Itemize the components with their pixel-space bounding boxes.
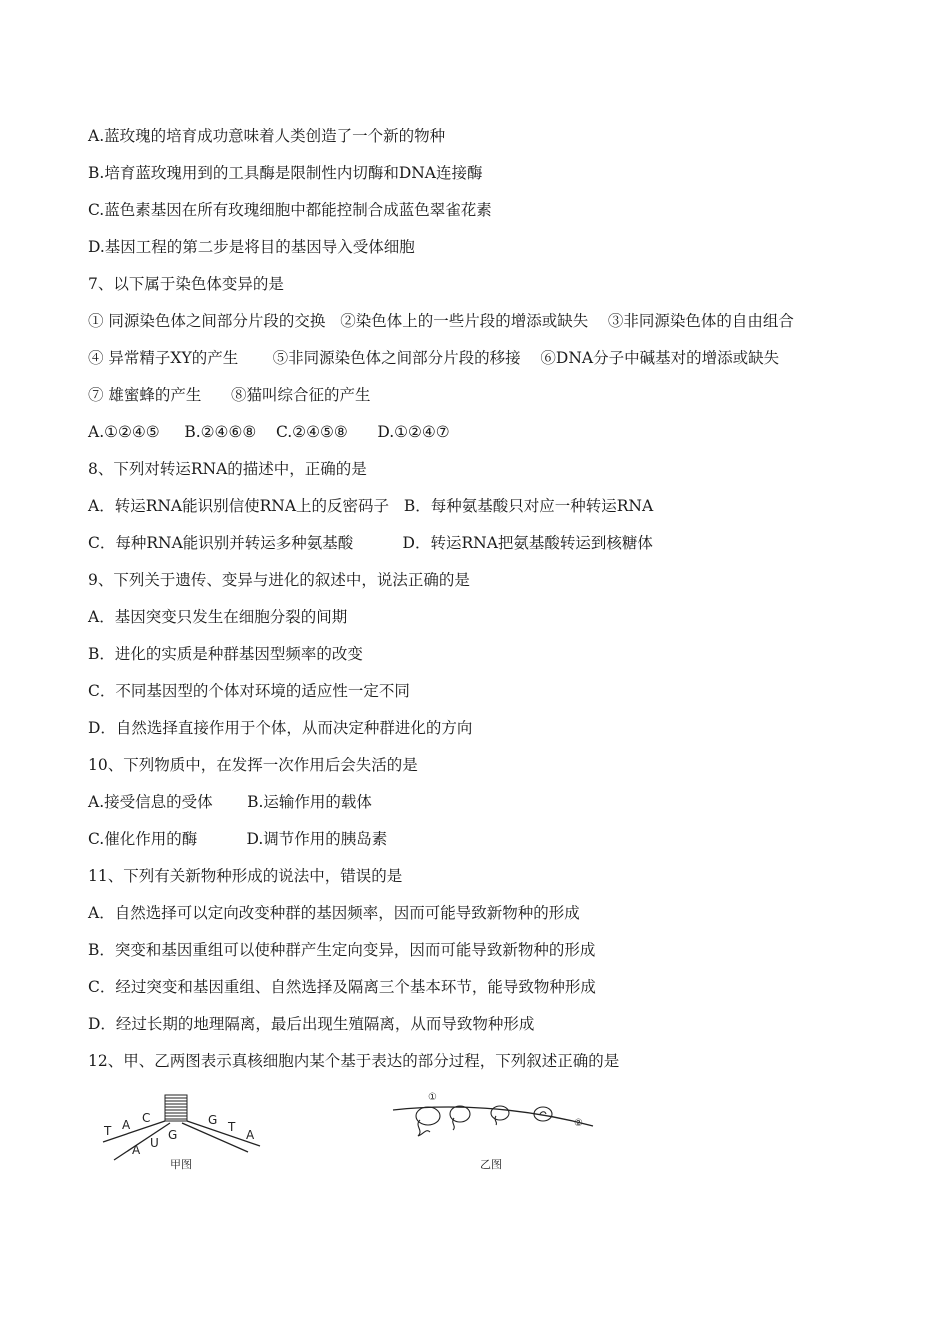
text-line: C．不同基因型的个体对环境的适应性一定不同 xyxy=(88,682,410,700)
text-line: D.基因工程的第二步是将目的基因导入受体细胞 xyxy=(88,238,415,256)
text-line: A.接受信息的受体 B.运输作用的载体 xyxy=(88,793,372,811)
figure-caption: 甲图 xyxy=(170,1158,192,1171)
base-letter: U xyxy=(150,1136,159,1150)
base-letter: A xyxy=(132,1143,141,1157)
text-line: ④ 异常精子XY的产生 ⑤非同源染色体之间部分片段的移接 ⑥DNA分子中碱基对的增添或缺失 xyxy=(88,349,780,367)
question-8-stem: 8、下列对转运RNA的描述中，正确的是 xyxy=(88,460,367,478)
text-line: ① 同源染色体之间部分片段的交换 ②染色体上的一些片段的增添或缺失 ③非同源染色体的自由组合 xyxy=(88,312,794,330)
translation-diagram xyxy=(388,1096,603,1156)
figure-caption: 乙图 xyxy=(480,1158,502,1171)
text-line: C．经过突变和基因重组、自然选择及隔离三个基本环节，能导致物种形成 xyxy=(88,978,596,996)
question-7-stem: 7、以下属于染色体变异的是 xyxy=(88,275,284,293)
text-line: A．转运RNA能识别信使RNA上的反密码子 B．每种氨基酸只对应一种转运RNA xyxy=(88,497,654,515)
question-9-stem: 9、下列关于遗传、变异与进化的叙述中，说法正确的是 xyxy=(88,571,470,589)
text-line: A．基因突变只发生在细胞分裂的间期 xyxy=(88,608,348,626)
base-letter: A xyxy=(246,1128,255,1142)
text-line: C.蓝色素基因在所有玫瑰细胞中都能控制合成蓝色翠雀花素 xyxy=(88,201,492,219)
base-letter: G xyxy=(168,1128,178,1142)
text-line: A．自然选择可以定向改变种群的基因频率，因而可能导致新物种的形成 xyxy=(88,904,580,922)
label-2: ② xyxy=(574,1118,583,1129)
text-line: D．经过长期的地理隔离，最后出现生殖隔离，从而导致物种形成 xyxy=(88,1015,535,1033)
question-12-stem: 12、甲、乙两图表示真核细胞内某个基于表达的部分过程，下列叙述正确的是 xyxy=(88,1052,620,1070)
text-line: C.催化作用的酶 D.调节作用的胰岛素 xyxy=(88,830,388,848)
base-letter: C xyxy=(142,1111,151,1125)
figure-jia xyxy=(98,1090,268,1170)
text-line: ⑦ 雄蜜蜂的产生 ⑧猫叫综合征的产生 xyxy=(88,386,371,404)
base-letter: A xyxy=(122,1118,131,1132)
text-line: B．进化的实质是种群基因型频率的改变 xyxy=(88,645,363,663)
text-line: B.培育蓝玫瑰用到的工具酶是限制性内切酶和DNA连接酶 xyxy=(88,164,483,182)
question-10-stem: 10、下列物质中，在发挥一次作用后会失活的是 xyxy=(88,756,418,774)
base-letter: G xyxy=(208,1113,218,1127)
text-line: D．自然选择直接作用于个体，从而决定种群进化的方向 xyxy=(88,719,473,737)
text-line: B．突变和基因重组可以使种群产生定向变异，因而可能导致新物种的形成 xyxy=(88,941,596,959)
base-letter: T xyxy=(228,1120,236,1134)
question-7-options: A.①②④⑤ B.②④⑥⑧ C.②④⑤⑧ D.①②④⑦ xyxy=(88,423,450,441)
question-11-stem: 11、下列有关新物种形成的说法中，错误的是 xyxy=(88,867,403,885)
label-1: ① xyxy=(428,1092,437,1103)
text-line: C．每种RNA能识别并转运多种氨基酸 D．转运RNA把氨基酸转运到核糖体 xyxy=(88,534,653,552)
base-letter: T xyxy=(104,1124,112,1138)
text-line: A.蓝玫瑰的培育成功意味着人类创造了一个新的物种 xyxy=(88,127,446,145)
figure-yi xyxy=(388,1092,603,1176)
